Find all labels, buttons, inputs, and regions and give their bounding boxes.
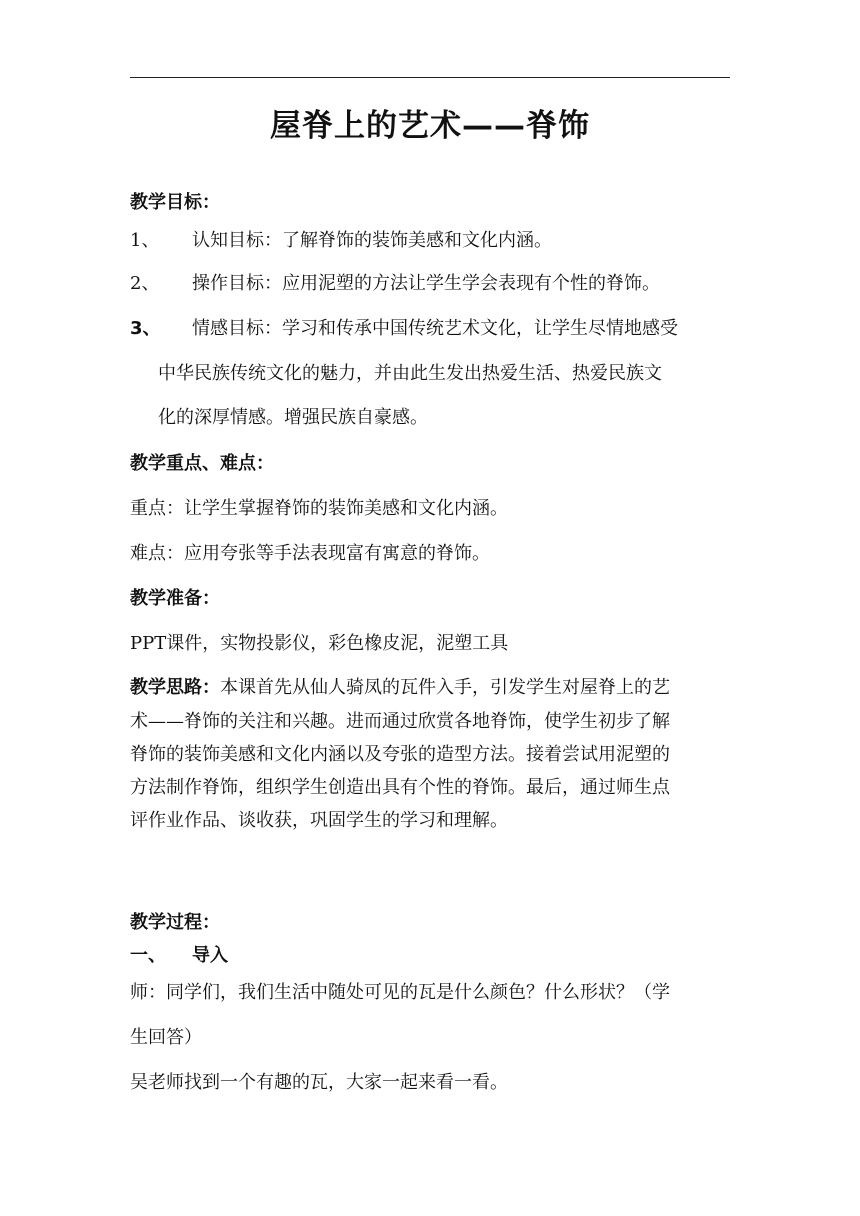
section-title: 导入 (192, 945, 228, 966)
objective-item-3 (130, 316, 730, 342)
objective-text: 认知目标：了解脊饰的装饰美感和文化内涵。 (192, 230, 552, 251)
objective-number: 1、 (130, 230, 160, 251)
section-heading-intro (130, 943, 730, 969)
approach-line-4: 方法制作脊饰，组织学生创造出具有个性的脊饰。最后，通过师生点 (130, 777, 670, 798)
approach-heading: 教学思路： (130, 677, 220, 698)
objective-continuation: 中华民族传统文化的魅力，并由此生发出热爱生活、热爱民族文 (158, 363, 662, 384)
approach-line-3: 脊饰的装饰美感和文化内涵以及夸张的造型方法。接着尝试用泥塑的 (130, 744, 670, 765)
difficulty-text: 难点：应用夸张等手法表现富有寓意的脊饰。 (130, 543, 490, 564)
process-line-1: 师：同学们，我们生活中随处可见的瓦是什么颜色？什么形状？（学 (130, 982, 670, 1003)
objectives-heading: 教学目标： (130, 192, 220, 213)
approach-line-5: 评作业作品、谈收获，巩固学生的学习和理解。 (130, 810, 508, 831)
objective-number: 3、 (130, 318, 161, 339)
section-number: 一、 (130, 945, 166, 966)
keypoints-heading: 教学重点、难点： (130, 453, 274, 474)
process-line-2: 生回答） (130, 1027, 202, 1048)
objective-text: 操作目标：应用泥塑的方法让学生学会表现有个性的脊饰。 (192, 273, 660, 294)
objective-continuation: 化的深厚情感。增强民族自豪感。 (158, 407, 428, 428)
objective-text: 情感目标：学习和传承中国传统艺术文化，让学生尽情地感受 (192, 318, 678, 339)
preparation-heading: 教学准备： (130, 588, 220, 609)
approach-text: 本课首先从仙人骑凤的瓦件入手，引发学生对屋脊上的艺 (220, 677, 670, 698)
page-title: 屋脊上的艺术——脊饰 (270, 108, 590, 144)
process-heading: 教学过程： (130, 912, 220, 933)
header-rule (130, 77, 730, 78)
approach-line-1 (130, 675, 730, 701)
objective-number: 2、 (130, 273, 160, 294)
process-line-3: 吴老师找到一个有趣的瓦，大家一起来看一看。 (130, 1072, 508, 1093)
focus-text: 重点：让学生掌握脊饰的装饰美感和文化内涵。 (130, 498, 508, 519)
preparation-text: PPT课件，实物投影仪，彩色橡皮泥，泥塑工具 (130, 633, 509, 654)
objective-item-1 (130, 228, 730, 254)
objective-item-2 (130, 271, 730, 297)
approach-line-2: 术——脊饰的关注和兴趣。进而通过欣赏各地脊饰，使学生初步了解 (130, 711, 670, 732)
